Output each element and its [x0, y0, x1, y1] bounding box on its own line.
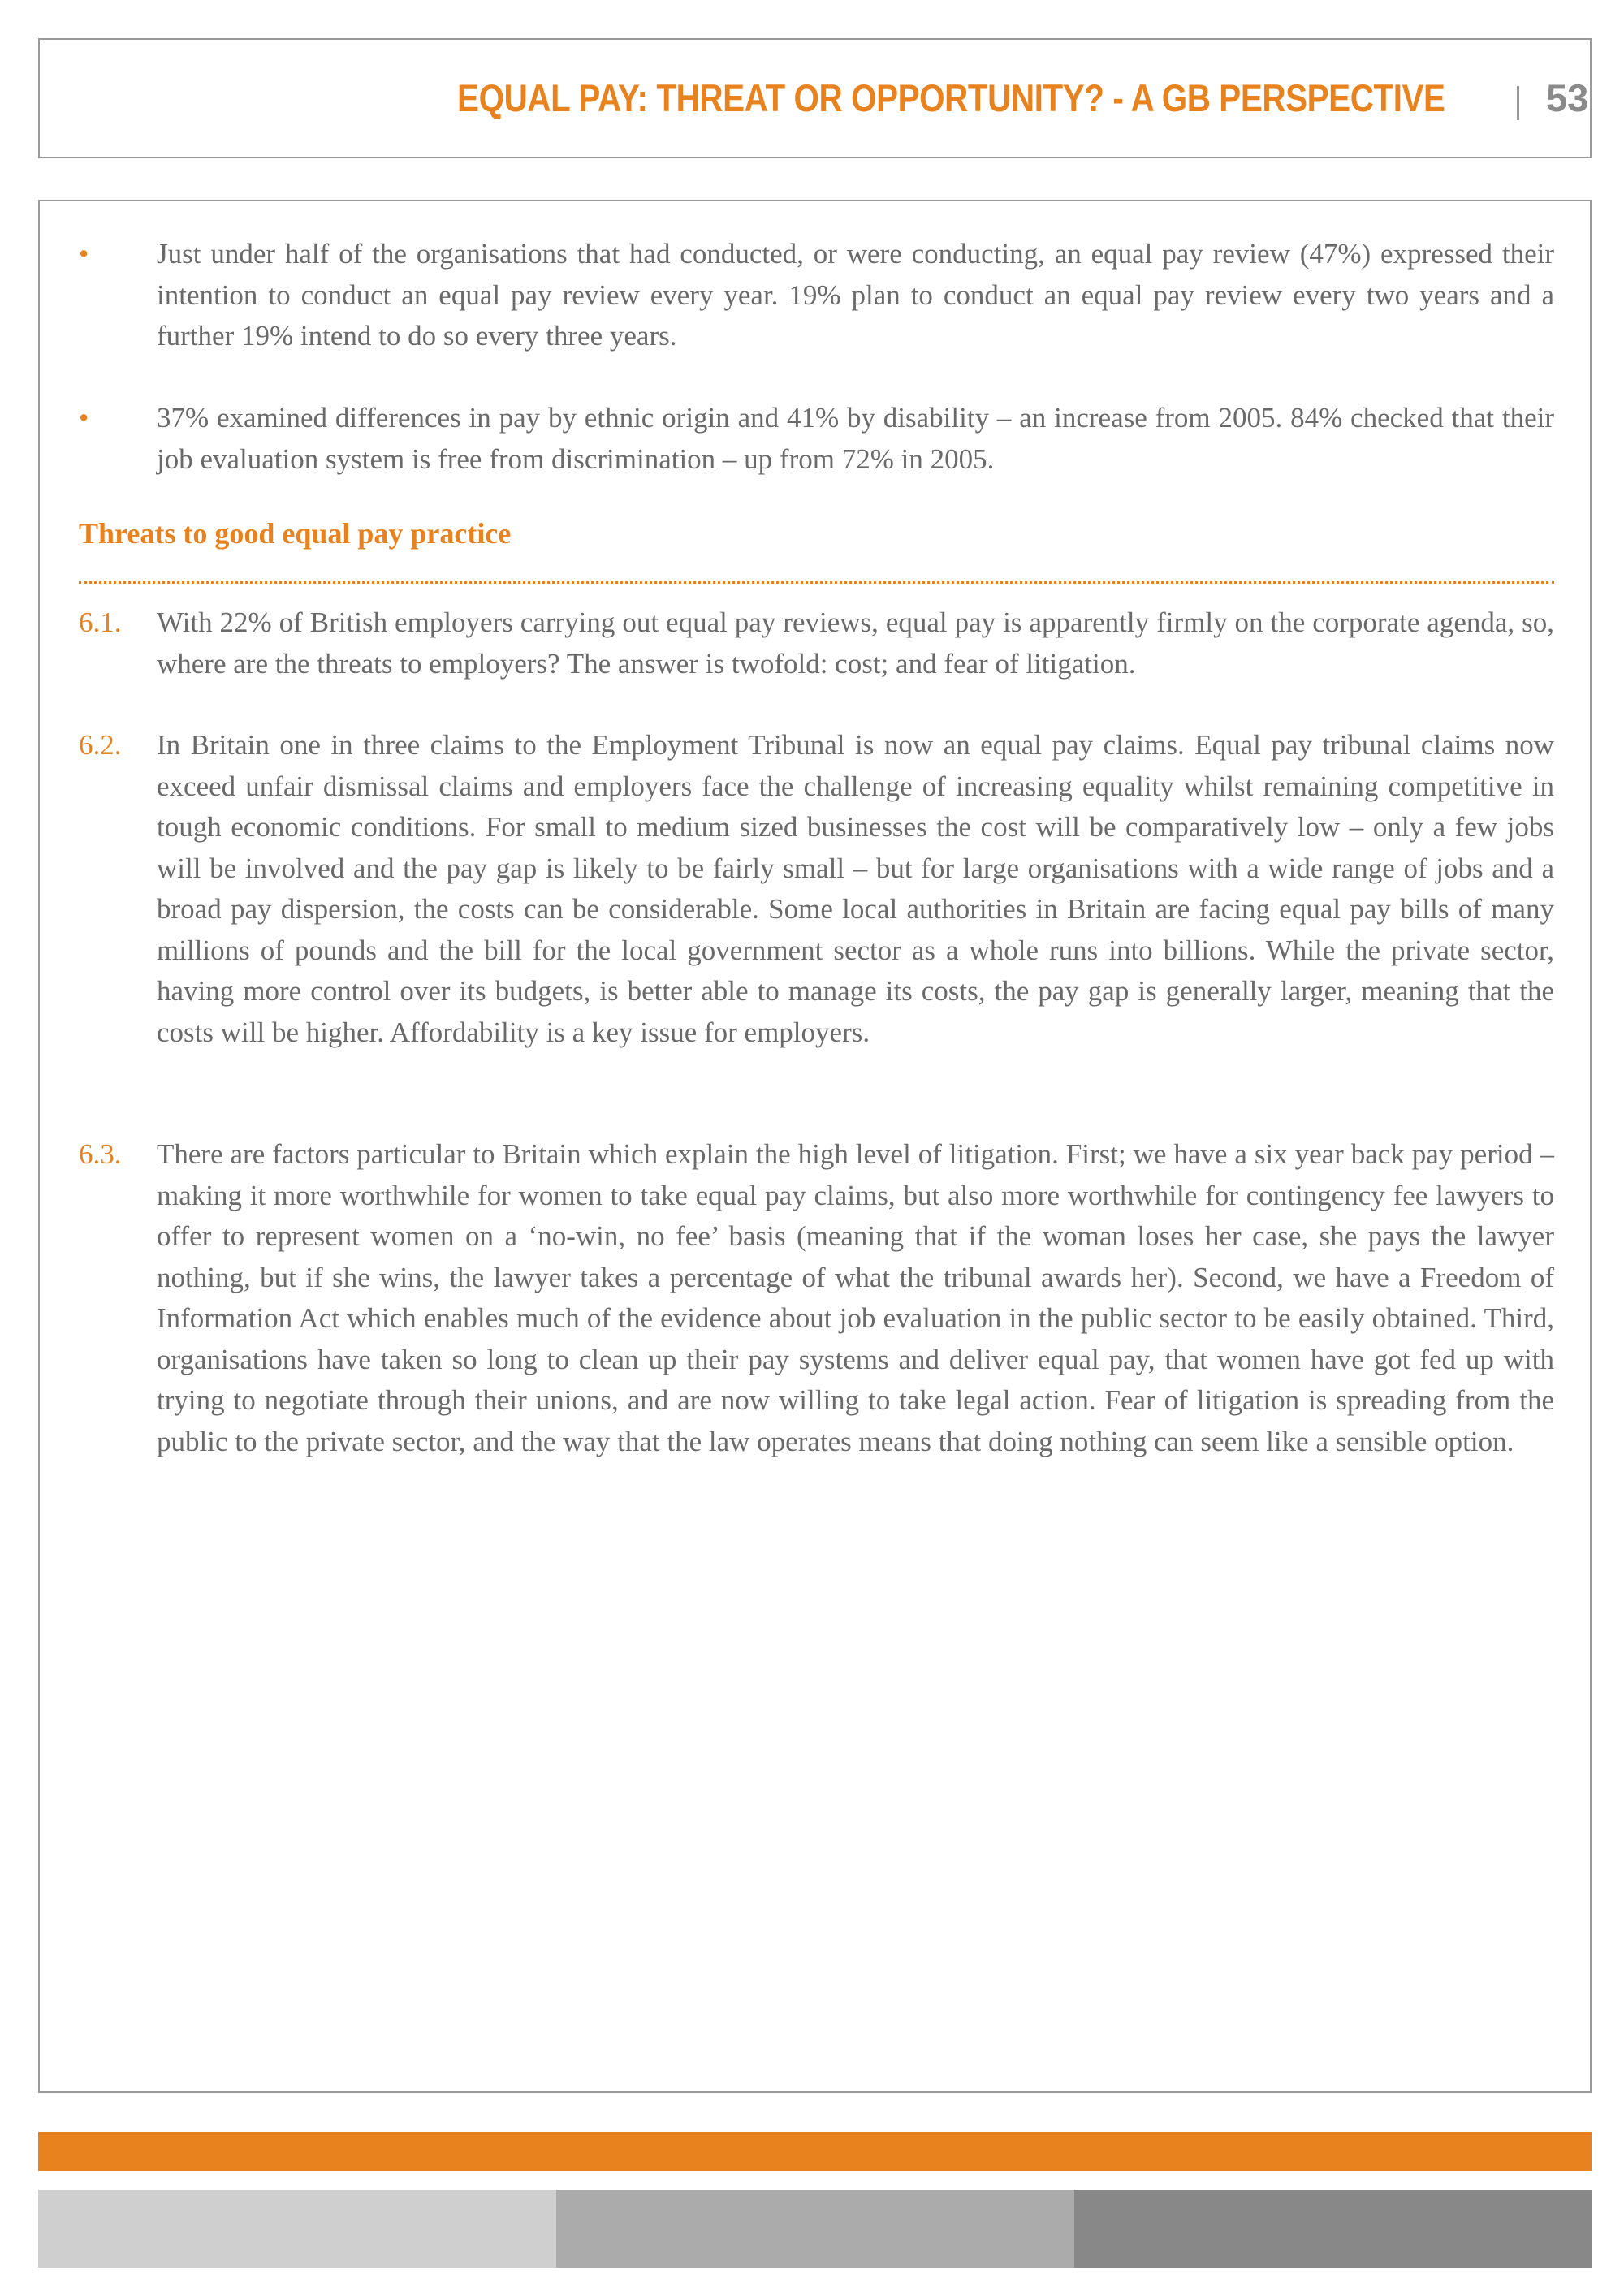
bullet-marker: •	[79, 402, 89, 434]
paragraph-text: There are factors particular to Britain which explain the high level of litigation. First; we have a six year back pay period – making it more worthwhile for women to take equal pay claims, but also more worthwhile for contingency fee lawyers to offer to represent women on a ‘no-win, no fee’ basis (meaning that if the woman loses her case, she pays the lawyer nothing, but if she wins, the lawyer takes a percentage of what the tribunal awards her). Second, we have a Freedom of Information Act which enables much of the evidence about job evaluation in the public sector to be easily obtained. Third, organisations have taken so long to clean up their pay systems and deliver equal pay, that women have got fed up with trying to negotiate through their unions, and are now willing to take legal action. Fear of litigation is spreading from the public to the private sector, and the way that the law operates means that doing nothing can seem like a sensible option.	[157, 1138, 1554, 1457]
paragraph-number: 6.1.	[79, 606, 122, 638]
footer-orange-bar	[38, 2132, 1592, 2171]
header-separator	[1517, 86, 1519, 120]
footer-grey-bar-dark	[1074, 2190, 1592, 2268]
paragraph-number: 6.2.	[79, 729, 122, 761]
paragraph-number: 6.3.	[79, 1138, 122, 1170]
page-number: 53	[1546, 76, 1589, 119]
bullet-marker: •	[79, 238, 89, 270]
numbered-paragraph	[79, 1134, 1554, 1462]
bullet-item	[79, 234, 1554, 357]
bullet-item	[79, 398, 1554, 480]
numbered-paragraph	[79, 602, 1554, 684]
numbered-paragraph	[79, 725, 1554, 1053]
paragraph-text: With 22% of British employers carrying out equal pay reviews, equal pay is apparently firmly on the corporate agenda, so, where are the threats to employers? The answer is twofold: cost; and fear of litigation.	[157, 606, 1554, 680]
header-title: EQUAL PAY: THREAT OR OPPORTUNITY? - A GB PERSPECTIVE	[457, 76, 1445, 119]
bullet-text: Just under half of the organisations that had conducted, or were conducting, an equal pay review (47%) expressed their intention to conduct an equal pay review every year. 19% plan to conduct an equal pay review every two years and a further 19% intend to do so every three years.	[157, 238, 1554, 352]
paragraph-text: In Britain one in three claims to the Employment Tribunal is now an equal pay claims. Equal pay tribunal claims now exceed unfair dismissal claims and employers face the challenge of increasing equality whilst remaining competitive in tough economic conditions. For small to medium sized businesses the cost will be comparatively low – only a few jobs will be involved and the pay gap is likely to be fairly small – but for large organisations with a wide range of jobs and a broad pay dispersion, the costs can be considerable. Some local authorities in Britain are facing equal pay bills of many millions of pounds and the bill for the local government sector as a whole runs into billions. While the private sector, having more control over its budgets, is better able to manage its costs, the pay gap is generally larger, meaning that the costs will be higher. Affordability is a key issue for employers.	[157, 729, 1554, 1048]
page-header	[38, 38, 1592, 158]
content-panel	[38, 200, 1592, 2093]
bullet-text: 37% examined differences in pay by ethnic origin and 41% by disability – an increase from 2005. 84% checked that their job evaluation system is free from discrimination – up from 72% in 2005.	[157, 402, 1554, 475]
section-heading: Threats to good equal pay practice	[79, 517, 512, 550]
dotted-divider	[79, 581, 1554, 584]
footer-grey-bar-medium	[556, 2190, 1074, 2268]
footer-grey-bar-light	[38, 2190, 556, 2268]
